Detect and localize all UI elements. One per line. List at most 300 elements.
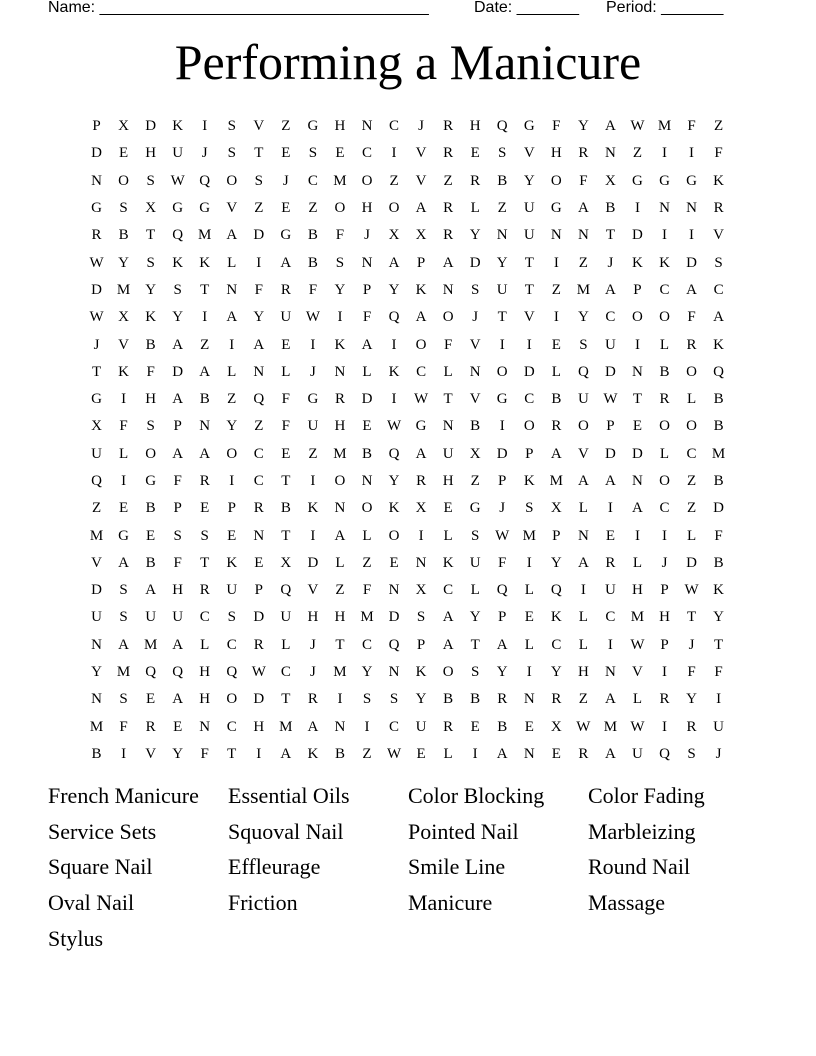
grid-letter: T	[686, 609, 697, 626]
grid-letter: U	[442, 445, 454, 462]
grid-letter: F	[200, 745, 209, 762]
grid-letter: A	[632, 500, 643, 517]
grid-letter: B	[199, 391, 210, 408]
grid-row	[83, 604, 732, 631]
grid-letter: W	[170, 172, 185, 189]
grid-letter: A	[172, 445, 184, 462]
grid-letter: L	[686, 391, 697, 408]
grid-letter: X	[118, 309, 129, 326]
grid-letter: D	[632, 445, 643, 462]
grid-letter: R	[713, 200, 724, 217]
grid-letter: E	[632, 418, 643, 435]
grid-letter: Y	[172, 745, 184, 762]
grid-letter: I	[662, 145, 667, 162]
grid-letter: Z	[686, 500, 697, 517]
grid-letter: N	[91, 636, 102, 653]
grid-letter: O	[334, 200, 346, 217]
grid-letter: P	[254, 582, 263, 599]
grid-letter: E	[227, 527, 237, 544]
grid-letter: I	[418, 527, 424, 544]
grid-letter: I	[229, 336, 235, 353]
grid-letter: J	[309, 363, 316, 380]
grid-letter: A	[172, 336, 184, 353]
word-list-item: Effleurage	[228, 854, 321, 880]
grid-letter: C	[389, 718, 400, 735]
grid-letter: K	[199, 254, 211, 271]
grid-letter: A	[415, 309, 427, 326]
grid-letter: R	[307, 691, 318, 708]
grid-letter: V	[118, 336, 129, 353]
grid-letter: S	[471, 527, 480, 544]
grid-letter: I	[202, 309, 208, 326]
grid-letter: E	[173, 718, 183, 735]
grid-letter: B	[145, 500, 156, 517]
grid-letter: E	[335, 145, 345, 162]
grid-letter: L	[578, 636, 588, 653]
grid-letter: N	[91, 172, 102, 189]
grid-letter: N	[334, 718, 346, 735]
grid-letter: E	[470, 718, 480, 735]
grid-letter: K	[713, 582, 725, 599]
word-list-item: Square Nail	[48, 854, 153, 880]
grid-letter: G	[523, 118, 535, 135]
grid-letter: L	[443, 363, 453, 380]
grid-letter: O	[686, 363, 697, 380]
grid-letter: F	[335, 227, 345, 244]
letter-grid	[83, 113, 732, 768]
grid-letter: J	[282, 172, 289, 189]
grid-letter: A	[388, 254, 400, 271]
grid-letter: E	[281, 145, 291, 162]
grid-letter: I	[689, 227, 695, 244]
grid-letter: I	[634, 200, 640, 217]
grid-letter: D	[388, 609, 400, 626]
grid-letter: F	[362, 582, 372, 599]
grid-row	[83, 441, 732, 468]
grid-letter: Z	[686, 473, 697, 489]
grid-letter: R	[334, 391, 345, 408]
grid-letter: O	[659, 418, 670, 435]
grid-letter: G	[686, 172, 697, 189]
grid-letter: B	[497, 172, 508, 189]
grid-letter: A	[172, 691, 184, 708]
grid-letter: R	[497, 691, 508, 708]
grid-letter: R	[443, 145, 454, 162]
grid-letter: M	[89, 718, 104, 735]
grid-letter: M	[630, 609, 645, 626]
grid-letter: P	[525, 445, 534, 462]
grid-letter: Z	[632, 145, 643, 162]
word-list	[48, 778, 808, 957]
grid-letter: K	[145, 309, 157, 326]
grid-letter: I	[662, 664, 667, 681]
grid-letter: S	[227, 118, 236, 135]
grid-letter: G	[307, 118, 319, 135]
grid-letter: Q	[713, 363, 725, 380]
grid-letter: A	[118, 636, 129, 653]
grid-letter: W	[251, 664, 266, 681]
grid-letter: B	[307, 254, 318, 271]
grid-letter: F	[498, 554, 507, 571]
grid-letter: I	[337, 309, 343, 326]
grid-letter: A	[226, 227, 238, 244]
grid-letter: B	[145, 554, 156, 571]
grid-letter: F	[687, 664, 696, 681]
grid-letter: Y	[713, 609, 725, 626]
grid-letter: L	[578, 500, 588, 517]
grid-letter: U	[523, 200, 535, 217]
grid-letter: I	[364, 718, 370, 735]
grid-letter: B	[361, 445, 372, 462]
grid-letter: V	[523, 145, 535, 162]
grid-letter: J	[309, 636, 316, 653]
grid-letter: O	[632, 309, 643, 326]
grid-letter: Z	[497, 200, 507, 217]
grid-letter: I	[607, 500, 613, 517]
grid-letter: D	[91, 145, 102, 162]
grid-letter: G	[632, 172, 643, 189]
grid-letter: Q	[172, 664, 184, 681]
grid-letter: D	[686, 554, 697, 571]
grid-letter: O	[496, 363, 508, 380]
grid-letter: A	[334, 527, 346, 544]
grid-letter: I	[634, 527, 640, 544]
grid-letter: N	[523, 745, 535, 762]
grid-letter: L	[659, 445, 670, 462]
grid-letter: X	[415, 582, 427, 599]
grid-letter: T	[281, 691, 291, 708]
grid-letter: R	[416, 473, 427, 489]
word-list-item: Massage	[588, 890, 665, 916]
grid-letter: B	[280, 500, 291, 517]
grid-letter: R	[470, 172, 481, 189]
grid-letter: K	[415, 664, 427, 681]
grid-letter: I	[229, 473, 235, 489]
grid-letter: M	[549, 473, 563, 489]
grid-letter: V	[415, 172, 427, 189]
grid-letter: C	[253, 445, 264, 462]
grid-letter: Y	[550, 554, 562, 571]
grid-letter: R	[551, 691, 562, 708]
period-field-label: Period: _______	[606, 0, 724, 16]
grid-letter: O	[226, 691, 238, 708]
grid-row	[83, 413, 732, 440]
grid-letter: B	[713, 391, 724, 408]
grid-letter: T	[632, 391, 643, 408]
grid-letter: K	[172, 118, 184, 135]
grid-letter: H	[145, 391, 157, 408]
worksheet-header	[0, 0, 816, 20]
grid-letter: U	[604, 336, 616, 353]
grid-letter: Y	[577, 309, 589, 326]
grid-letter: S	[200, 527, 209, 544]
grid-letter: N	[632, 473, 643, 489]
grid-letter: O	[226, 172, 238, 189]
grid-letter: Z	[578, 254, 588, 271]
grid-letter: N	[199, 418, 211, 435]
grid-letter: S	[335, 254, 345, 271]
grid-letter: J	[418, 118, 424, 135]
grid-letter: C	[280, 664, 291, 681]
grid-letter: O	[361, 172, 373, 189]
grid-row	[83, 495, 732, 522]
grid-letter: I	[337, 691, 343, 708]
grid-letter: I	[121, 745, 127, 762]
grid-letter: D	[469, 254, 481, 271]
grid-letter: S	[525, 500, 534, 517]
grid-letter: W	[630, 636, 645, 653]
grid-letter: Z	[362, 554, 372, 571]
grid-letter: I	[662, 227, 667, 244]
grid-letter: Y	[686, 691, 697, 708]
grid-letter: S	[362, 691, 372, 708]
grid-letter: R	[551, 418, 562, 435]
grid-letter: E	[362, 418, 372, 435]
grid-letter: F	[119, 718, 128, 735]
grid-letter: L	[632, 691, 643, 708]
grid-letter: C	[713, 281, 724, 298]
grid-letter: G	[659, 172, 670, 189]
grid-letter: H	[334, 118, 346, 135]
grid-row	[83, 686, 732, 713]
grid-letter: W	[89, 254, 104, 271]
grid-letter: R	[253, 500, 264, 517]
grid-letter: J	[201, 145, 208, 162]
grid-letter: T	[524, 281, 534, 298]
grid-letter: G	[118, 527, 129, 544]
grid-letter: T	[200, 554, 210, 571]
word-list-item: Color Blocking	[408, 783, 545, 808]
grid-letter: H	[361, 200, 373, 217]
grid-row	[83, 741, 732, 768]
grid-letter: N	[226, 281, 238, 298]
grid-letter: A	[415, 200, 427, 217]
grid-letter: G	[145, 473, 157, 489]
grid-letter: W	[495, 527, 510, 544]
grid-letter: A	[118, 554, 129, 571]
grid-letter: N	[253, 527, 265, 544]
grid-letter: I	[526, 336, 532, 353]
grid-letter: W	[603, 391, 618, 408]
grid-letter: E	[389, 554, 399, 571]
grid-letter: G	[307, 391, 319, 408]
grid-letter: R	[443, 227, 454, 244]
grid-letter: J	[607, 254, 614, 271]
grid-letter: Q	[659, 745, 670, 762]
grid-letter: L	[443, 745, 453, 762]
grid-letter: C	[443, 582, 454, 599]
grid-letter: A	[361, 336, 373, 353]
grid-letter: O	[659, 309, 670, 326]
grid-letter: U	[577, 391, 589, 408]
grid-letter: F	[308, 281, 318, 298]
grid-letter: T	[200, 281, 210, 298]
grid-letter: E	[118, 500, 129, 517]
grid-letter: O	[686, 418, 697, 435]
grid-letter: V	[415, 145, 427, 162]
grid-letter: A	[604, 281, 616, 298]
grid-letter: I	[391, 391, 397, 408]
grid-letter: N	[91, 691, 102, 708]
grid-letter: A	[280, 745, 292, 762]
grid-letter: M	[279, 718, 293, 735]
grid-letter: L	[470, 200, 480, 217]
grid-letter: N	[550, 227, 562, 244]
grid-letter: Y	[469, 227, 481, 244]
grid-row	[83, 359, 732, 386]
grid-letter: T	[714, 636, 724, 653]
grid-letter: B	[334, 745, 345, 762]
grid-letter: Z	[578, 691, 588, 708]
grid-letter: E	[281, 445, 291, 462]
grid-letter: M	[657, 118, 672, 135]
grid-letter: T	[91, 363, 102, 380]
grid-letter: I	[662, 527, 667, 544]
grid-letter: T	[281, 527, 291, 544]
grid-letter: W	[305, 309, 320, 326]
grid-letter: Z	[443, 172, 453, 189]
grid-letter: E	[118, 145, 129, 162]
grid-letter: Y	[253, 309, 265, 326]
grid-letter: L	[200, 636, 210, 653]
grid-letter: Y	[361, 664, 373, 681]
word-list-item: Oval Nail	[48, 890, 135, 916]
grid-letter: D	[604, 445, 616, 462]
grid-letter: P	[660, 582, 669, 599]
grid-letter: O	[442, 664, 454, 681]
grid-letter: Y	[388, 281, 400, 298]
grid-letter: J	[661, 554, 668, 571]
grid-letter: H	[172, 582, 184, 599]
grid-letter: F	[687, 118, 696, 135]
grid-letter: P	[92, 118, 101, 135]
grid-letter: I	[310, 473, 316, 489]
grid-letter: Q	[550, 582, 562, 599]
grid-letter: I	[310, 527, 316, 544]
grid-row	[83, 386, 732, 413]
grid-letter: V	[577, 445, 589, 462]
grid-letter: Y	[226, 418, 238, 435]
grid-letter: U	[713, 718, 725, 735]
grid-letter: D	[145, 118, 157, 135]
grid-letter: B	[713, 554, 724, 571]
grid-letter: U	[91, 609, 102, 626]
grid-letter: L	[362, 527, 372, 544]
grid-letter: C	[361, 636, 372, 653]
grid-letter: L	[281, 363, 291, 380]
grid-letter: I	[553, 254, 559, 271]
grid-letter: A	[577, 473, 589, 489]
grid-letter: M	[333, 172, 347, 189]
grid-letter: S	[227, 609, 236, 626]
grid-letter: N	[388, 664, 400, 681]
grid-letter: A	[415, 445, 427, 462]
grid-letter: A	[604, 473, 616, 489]
grid-letter: C	[253, 473, 264, 489]
grid-letter: K	[334, 336, 346, 353]
grid-letter: E	[254, 554, 264, 571]
grid-letter: Y	[145, 281, 157, 298]
grid-letter: K	[659, 254, 670, 271]
grid-letter: J	[688, 636, 695, 653]
grid-letter: O	[577, 418, 589, 435]
grid-letter: L	[524, 636, 534, 653]
grid-letter: A	[145, 582, 157, 599]
grid-letter: F	[552, 118, 561, 135]
grid-letter: F	[714, 664, 723, 681]
grid-letter: M	[360, 609, 374, 626]
grid-letter: A	[550, 445, 562, 462]
grid-letter: P	[362, 281, 372, 298]
grid-letter: F	[173, 473, 182, 489]
grid-letter: S	[714, 254, 723, 271]
grid-letter: Y	[577, 118, 589, 135]
grid-letter: E	[281, 336, 291, 353]
grid-letter: G	[550, 200, 562, 217]
grid-letter: Y	[523, 172, 535, 189]
grid-letter: P	[498, 609, 507, 626]
grid-letter: H	[253, 718, 265, 735]
grid-letter: Y	[172, 309, 184, 326]
grid-letter: I	[121, 473, 127, 489]
grid-letter: X	[550, 718, 562, 735]
grid-letter: S	[146, 254, 155, 271]
grid-letter: V	[523, 309, 535, 326]
grid-letter: I	[634, 336, 640, 353]
grid-letter: N	[388, 582, 400, 599]
grid-letter: Y	[388, 473, 400, 489]
word-list-item: Friction	[228, 890, 298, 916]
grid-letter: M	[333, 664, 347, 681]
grid-letter: D	[253, 609, 265, 626]
grid-letter: N	[361, 473, 373, 489]
grid-letter: Q	[496, 118, 508, 135]
grid-letter: W	[89, 309, 104, 326]
grid-letter: I	[256, 745, 262, 762]
grid-letter: T	[146, 227, 156, 244]
grid-letter: F	[119, 418, 128, 435]
grid-letter: E	[200, 500, 210, 517]
grid-letter: R	[578, 145, 589, 162]
grid-letter: F	[254, 281, 263, 298]
grid-letter: B	[605, 200, 616, 217]
grid-letter: W	[414, 391, 429, 408]
grid-letter: O	[388, 200, 400, 217]
grid-letter: A	[253, 336, 265, 353]
grid-letter: Z	[254, 200, 264, 217]
grid-letter: E	[551, 745, 561, 762]
grid-letter: M	[116, 664, 131, 681]
grid-letter: D	[91, 281, 102, 298]
grid-letter: V	[632, 664, 643, 681]
grid-letter: R	[659, 691, 670, 708]
word-list-item: Color Fading	[588, 783, 705, 808]
grid-letter: Q	[145, 664, 157, 681]
word-list-item: Service Sets	[48, 818, 157, 844]
grid-letter: B	[470, 691, 481, 708]
grid-letter: M	[522, 527, 536, 544]
grid-letter: C	[416, 363, 427, 380]
grid-letter: Y	[496, 254, 508, 271]
grid-letter: F	[281, 391, 291, 408]
grid-letter: G	[415, 418, 427, 435]
grid-letter: M	[711, 445, 726, 462]
grid-letter: Q	[91, 473, 102, 489]
grid-letter: S	[687, 745, 696, 762]
grid-letter: Z	[389, 172, 399, 189]
grid-letter: T	[524, 254, 534, 271]
grid-letter: X	[550, 500, 562, 517]
